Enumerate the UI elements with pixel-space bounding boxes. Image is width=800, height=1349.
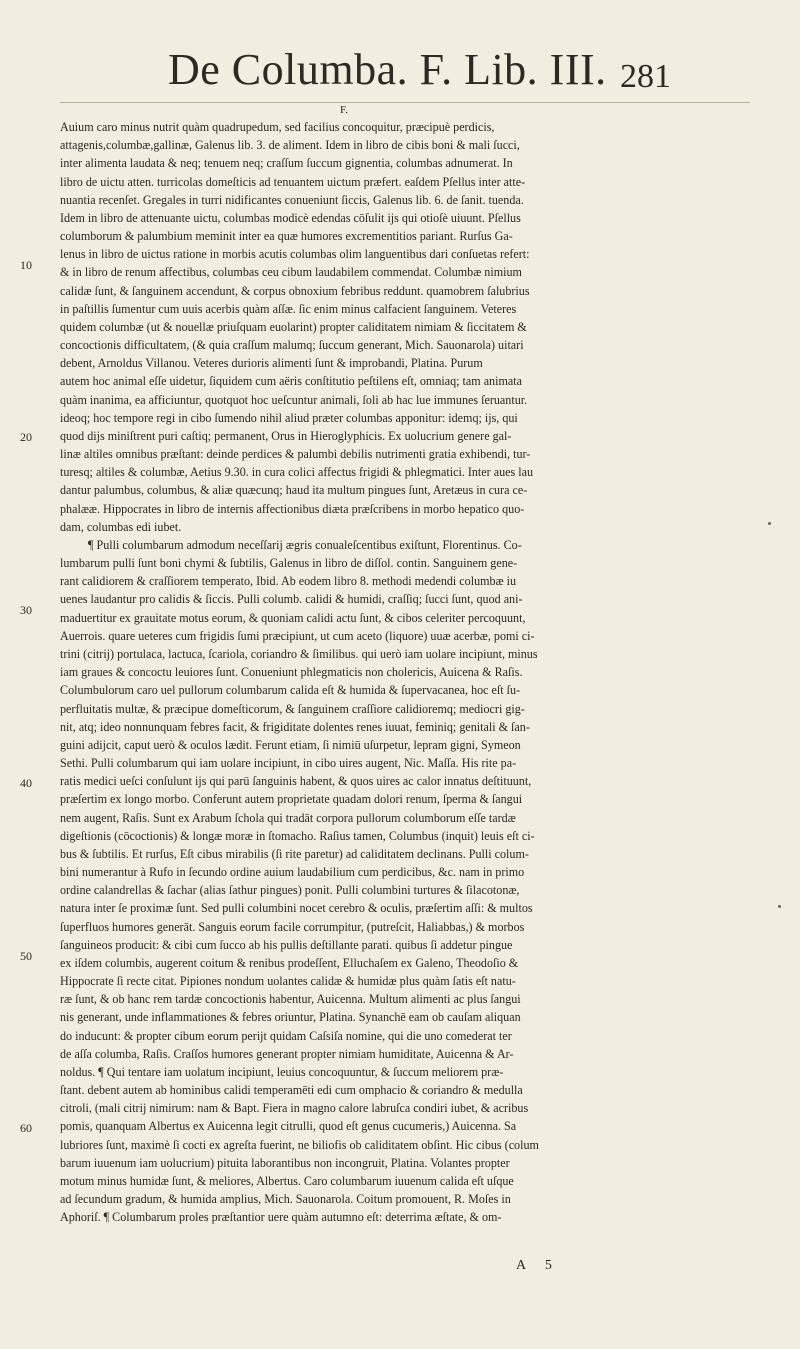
paper-speck: [768, 522, 771, 525]
text-line: quod dijs miniſtrent puri caſtiq; permanent, Orus in Hieroglyphicis. Ex uolucrium genere gal-: [60, 428, 512, 443]
text-line: nit, atq; ideo nonnunquam febres facit, & frigiditate dolentes renes iuuat, feminiq; genitali & ſan-: [60, 719, 530, 734]
text-line: nuantia recenſet. Gregales in turri nidificantes conueniunt ſiccis, Galenus lib. 6. de ſanit. tuenda.: [60, 192, 524, 207]
text-line: rant calidiorem & craſſiorem temperato, Ibid. Ab eodem libro 8. methodi medendi columbæ iu: [60, 574, 517, 589]
text-line: inter alimenta laudata & neq; tenuem neq; craſſum ſuccum gignentia, columbas adnumerat. In: [60, 156, 513, 171]
text-line: Columbulorum caro uel pullorum columbarum calida eſt & humida & ſupervacanea, hoc eſt ſu-: [60, 683, 521, 698]
line-number: 20: [20, 430, 32, 444]
text-line: præſertim ex longo morbo. Conferunt autem proprietate quadam dolori renum, ſperma & ſangui: [60, 792, 523, 807]
text-line: turesq; altiles & columbæ, Aetius 9.30. in cura colici affectus frigidi & phlegmatici. Inter aues lau: [60, 465, 533, 480]
line-number: 10: [20, 258, 32, 272]
text-line: columborum & palumbium meminit inter ea quæ humores excrementitios pariant. Rurſus Ga-: [60, 229, 513, 244]
text-line: bus & ſubtilis. Et rurſus, Eſt cibus mirabilis (ſi rite paretur) ad caliditatem declinans. Pulli colum-: [60, 846, 529, 861]
text-line: ſtant. debent autem ab hominibus calidi temperamēti edi cum omphacio & coriandro & medulla: [60, 1083, 523, 1098]
page-number: 281: [620, 58, 671, 95]
line-number: 40: [20, 776, 32, 790]
text-line: ¶ Pulli columbarum admodum neceſſarij ægris conualeſcentibus exiſtunt, Florentinus. Co-: [88, 537, 522, 552]
text-line: motum minus humidæ ſunt, & meliores, Albertus. Caro columbarum iuuenum calida eſt uſque: [60, 1173, 514, 1188]
text-line: concoctionis difficultatem, (& quia craſſum malumq; ſuccum generant, Mich. Sauonarola) uitari: [60, 338, 524, 353]
text-line: perfluitatis multæ, & præcipue domeſticorum, & ſanguinem craſſiore calidioremq; mediocri gig-: [60, 701, 525, 716]
text-line: bini numerantur à Rufo in ſecundo ordine auium laudabilium cum perdicibus, &c. nam in primo: [60, 865, 525, 880]
text-line: Auium caro minus nutrit quàm quadrupedum, sed facilius concoquitur, præcipuè perdicis,: [60, 120, 495, 134]
text-line: quidem columbæ (ut & nouellæ priuſquam euolarint) propter caliditatem nimiam & ſiccitatem &: [60, 319, 527, 334]
text-line: calidæ ſunt, & ſanguinem accendunt, & corpus obnoxium febribus reddunt. quamobrem ſalubrius: [60, 283, 530, 298]
text-line: pomis, quanquam Albertus ex Auicenna legit citrulli, quod eſt genus cucumeris,) Auicenna. Sa: [60, 1119, 517, 1134]
running-title: De Columba. F. Lib. III.: [168, 45, 607, 94]
text-line: & in libro de renum affectibus, columbas ceu cibum laudabilem commendat. Columbæ nimium: [60, 265, 522, 280]
text-line: de aſſa columba, Raſis. Craſſos humores generant propter nimiam humiditate, Auicenna & Ar-: [60, 1046, 514, 1061]
text-line: linæ altiles omnibus præſtant: deinde perdices & palumbi debilis nutrimenti gratia exhibendi, tur-: [60, 447, 531, 462]
text-line: Idem in libro de attenuante uictu, columbas modicè edendas cōſulit ijs qui otioſè uiuunt. Pſellus: [60, 210, 521, 225]
text-line: digeſtionis (cōcoctionis) & longæ moræ in ſtomacho. Raſius tamen, Columbus (inquit) leuis eſt ci-: [60, 828, 535, 843]
text-line: ad ſecundum gradum, & humida amplius, Mich. Sauonarola. Coitum promouent, R. Moſes in: [60, 1192, 511, 1207]
text-line: autem hoc animal eſſe uidetur, ſiquidem cum aëris conſtitutio peſtilens eſt, omniaq; tam animata: [60, 374, 522, 389]
text-line: barum iuuenum iam uolucrium) pituita laborantibus non incongruit, Platina. Volantes propter: [60, 1155, 510, 1170]
text-line: ordine calandrellas & ſachar (alias ſathur pingues) ponit. Pulli columbini turtures & ſilacotonæ,: [60, 883, 520, 898]
text-line: ſuperfluos humores generāt. Sanguis eorum facile corrumpitur, (putreſcit, Haliabbas,) & morbos: [60, 919, 525, 934]
text-line: natura inter ſe proximæ ſunt. Sed pulli columbini nocet cerebro & oculis, præſertim aſſi: & multos: [60, 901, 533, 916]
text-line: lubriores ſunt, maximè ſi cocti ex agreſta fuerint, ne biliofis ob caliditatem obſint. Hic cibus (colum: [60, 1137, 539, 1152]
text-line: ſanguineos producit: & cibi cum ſucco ab his pullis deſtillante parati. quibus ſi addetur pingue: [60, 937, 513, 952]
text-line: guini adijcit, caput uerò & oculos lædit. Ferunt etiam, ſi nimiū uſurpetur, lepram gigni, Symeon: [60, 737, 521, 752]
text-line: maduertitur ex grauitate motus eorum, & quoniam calidi actu ſunt, & cibos celeriter percoquunt,: [60, 610, 526, 625]
text-line: lumbarum pulli ſunt boni chymi & ſubtilis, Galenus in libro de diſſol. contin. Sanguinem gene-: [60, 556, 518, 571]
text-line: Sethi. Pulli columbarum qui iam uolare incipiunt, in cibo uires augent, Nic. Maſſa. His rite pa-: [60, 756, 517, 771]
text-line: do inducunt: & propter cibum eorum perijt quidam Caſsiſa nomine, qui die uno comederat ter: [60, 1028, 512, 1043]
signature-mark: A 5: [516, 1258, 560, 1273]
text-line: lenus in libro de uictus ratione in morbis acutis columbas olim languentibus dari conſuetas refert:: [60, 247, 530, 262]
text-line: nis generant, unde inflammationes & febres oriuntur, Platina. Synanchē eam ob cauſam aliquan: [60, 1010, 521, 1025]
line-number: 60: [20, 1121, 32, 1135]
text-line: dam, columbas edi iubet.: [60, 519, 182, 534]
text-line: ræ ſunt, & ob hanc rem tardæ concoctionis habentur, Auicenna. Multum alimenti ac plus ſangui: [60, 992, 521, 1007]
text-line: iam graues & concoctu leuiores ſunt. Conueniunt phlegmaticis non cholericis, Auicena & Raſis.: [60, 665, 523, 680]
text-line: ex iſdem columbis, augerent coitum & renibus prodeſſent, Elluchaſem ex Galeno, Theodoſio &: [60, 955, 519, 970]
text-line: debent, Arnoldus Villanou. Veteres durioris alimenti ſunt & improbandi, Platina. Purum: [60, 356, 483, 371]
text-line: noldus. ¶ Qui tentare iam uolatum incipiunt, leuius concoquuntur, & ſuccum meliorem præ-: [60, 1064, 504, 1079]
text-line: citroli, (mali citrij nimirum: nam & Bapt. Fiera in magno calore labruſca condiri iubet, & acribus: [60, 1101, 529, 1116]
text-line: ratis medici ueſci conſulunt ijs qui parū ſanguinis habent, & quos uires ac calor innatus deſtituunt,: [60, 774, 532, 789]
text-line: attagenis,columbæ,gallinæ, Galenus lib. 3. de aliment. Idem in libro de cibis boni & mali ſucci,: [60, 138, 520, 153]
text-line: nem augent, Raſis. Sunt ex Arabum ſchola qui tradāt corpora pullorum columborum eſſe tardæ: [60, 810, 516, 825]
text-line: Aphoriſ. ¶ Columbarum proles præſtantior uere quàm autumno eſt: deterrima æſtate, & om-: [60, 1210, 502, 1225]
header-rule: [60, 102, 750, 103]
text-line: quàm inanima, ea afficiuntur, quotquot hoc ueſcuntur animali, ſoli ab hac lue immunes ſeruantur.: [60, 392, 528, 407]
text-line: dantur palumbus, columbus, & aliæ quæcunq; haud ita multum pingues ſunt, Aretæus in cura ce-: [60, 483, 528, 498]
text-line: ideoq; hoc tempore regi in cibo ſumendo nihil aliud præter columbas apponitur: idemq; ijs, qui: [60, 410, 518, 425]
text-line: phalææ. Hippocrates in libro de internis affectionibus diæta præſcribens in morbo hepatico quo-: [60, 501, 525, 516]
text-line: in paſtillis ſumentur cum uuis acerbis quàm aſſæ. ſic enim minus calfacient ſanguinem. Veteres: [60, 301, 517, 316]
text-line: uenes laudantur pro calidis & ſiccis. Pulli columb. calidi & humidi, craſſiq; ſucci ſunt, quod ani-: [60, 592, 523, 607]
text-line: trini (citrij) portulaca, lactuca, ſcariola, coriandro & ſimilibus. qui uerò iam uolare incipiunt, minus: [60, 646, 538, 661]
text-line: Hippocrate ſi recte citat. Pipiones nondum uolantes calidæ & humidæ plus quàm ſatis eſt natu-: [60, 974, 516, 989]
line-number: 30: [20, 603, 32, 617]
text-line: libro de uictu atten. turricolas domeſticis ad tenuantem uictum præfert. eaſdem Pſellus inter atte-: [60, 174, 526, 189]
paper-speck: [778, 905, 781, 908]
text-line: Auerrois. quare ueteres cum frigidis ſumi præcipiunt, ut cum aceto (liquore) uuæ acerbæ, pomi ci-: [60, 628, 535, 643]
line-number: 50: [20, 949, 32, 963]
section-letter: F.: [340, 104, 348, 116]
body-text: [60, 118, 760, 1226]
